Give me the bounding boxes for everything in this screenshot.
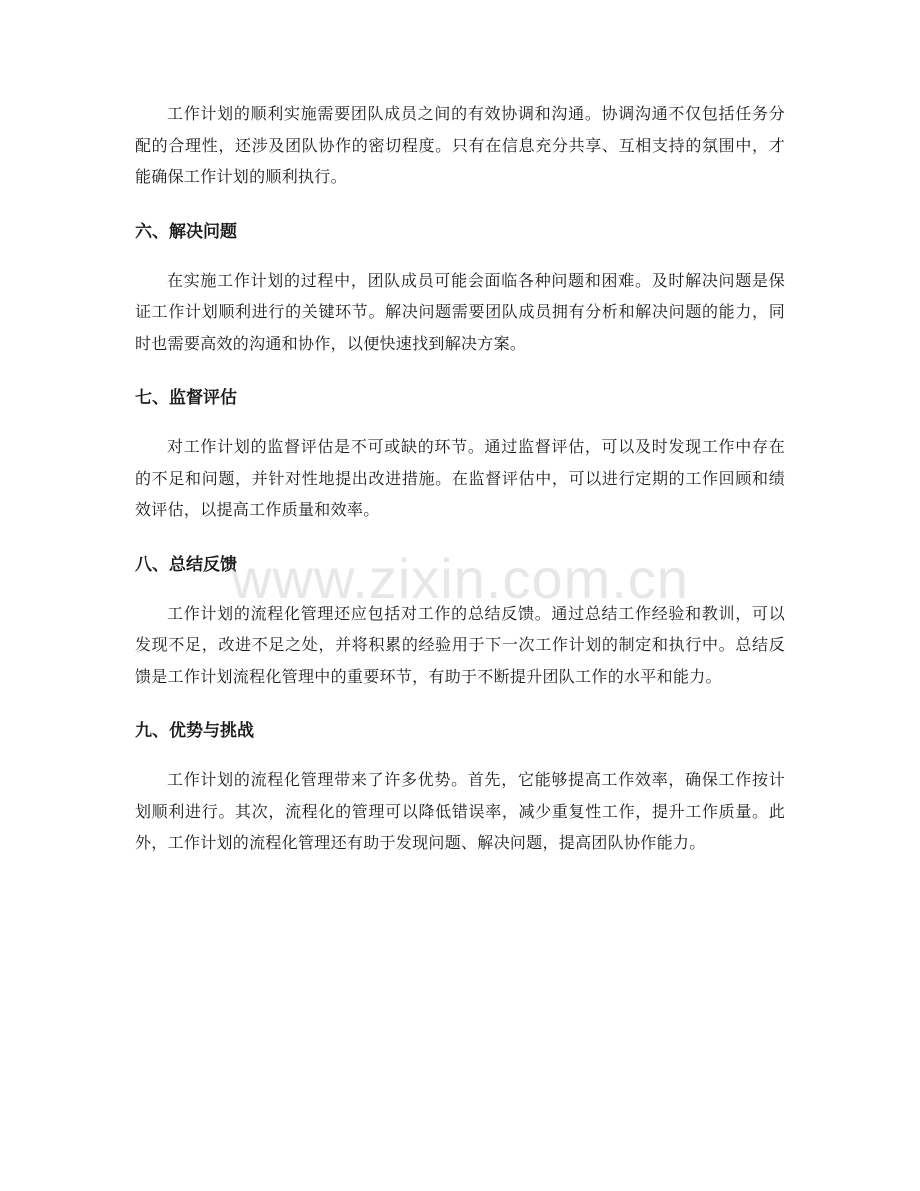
paragraph-problem-solving: 在实施工作计划的过程中，团队成员可能会面临各种问题和困难。及时解决问题是保证工作计划顺利进行的关键环节。解决问题需要团队成员拥有分析和解决问题的能力，同时也需要高效的沟通和协作，以便快速找到解决方案。 (135, 270, 785, 353)
paragraph-coordination: 工作计划的顺利实施需要团队成员之间的有效协调和沟通。协调沟通不仅包括任务分配的合理性，还涉及团队协作的密切程度。只有在信息充分共享、互相支持的氛围中，才能确保工作计划的顺利执行。 (135, 104, 785, 186)
heading-summary-feedback: 八、总结反馈 (135, 554, 237, 575)
paragraph-summary-feedback: 工作计划的流程化管理还应包括对工作的总结反馈。通过总结工作经验和教训，可以发现不足，改进不足之处，并将积累的经验用于下一次工作计划的制定和执行中。总结反馈是工作计划流程化管理中的重要环节，有助于不断提升团队工作的水平和能力。 (135, 603, 785, 686)
document-body (135, 98, 785, 859)
paragraph-advantages-challenges: 工作计划的流程化管理带来了许多优势。首先，它能够提高工作效率，确保工作按计划顺利进行。其次，流程化的管理可以降低错误率，减少重复性工作，提升工作质量。此外，工作计划的流程化管理还有助于发现问题、解决问题，提高团队协作能力。 (135, 770, 785, 852)
heading-advantages-challenges: 九、优势与挑战 (135, 721, 254, 741)
heading-problem-solving: 六、解决问题 (135, 221, 237, 242)
watermark: www.zixin.com.cn (231, 547, 689, 610)
heading-supervision: 七、监督评估 (135, 388, 237, 408)
paragraph-supervision: 对工作计划的监督评估是不可或缺的环节。通过监督评估，可以及时发现工作中存在的不足和问题，并针对性地提出改进措施。在监督评估中，可以进行定期的工作回顾和绩效评估，以提高工作质量和效率。 (135, 437, 785, 519)
